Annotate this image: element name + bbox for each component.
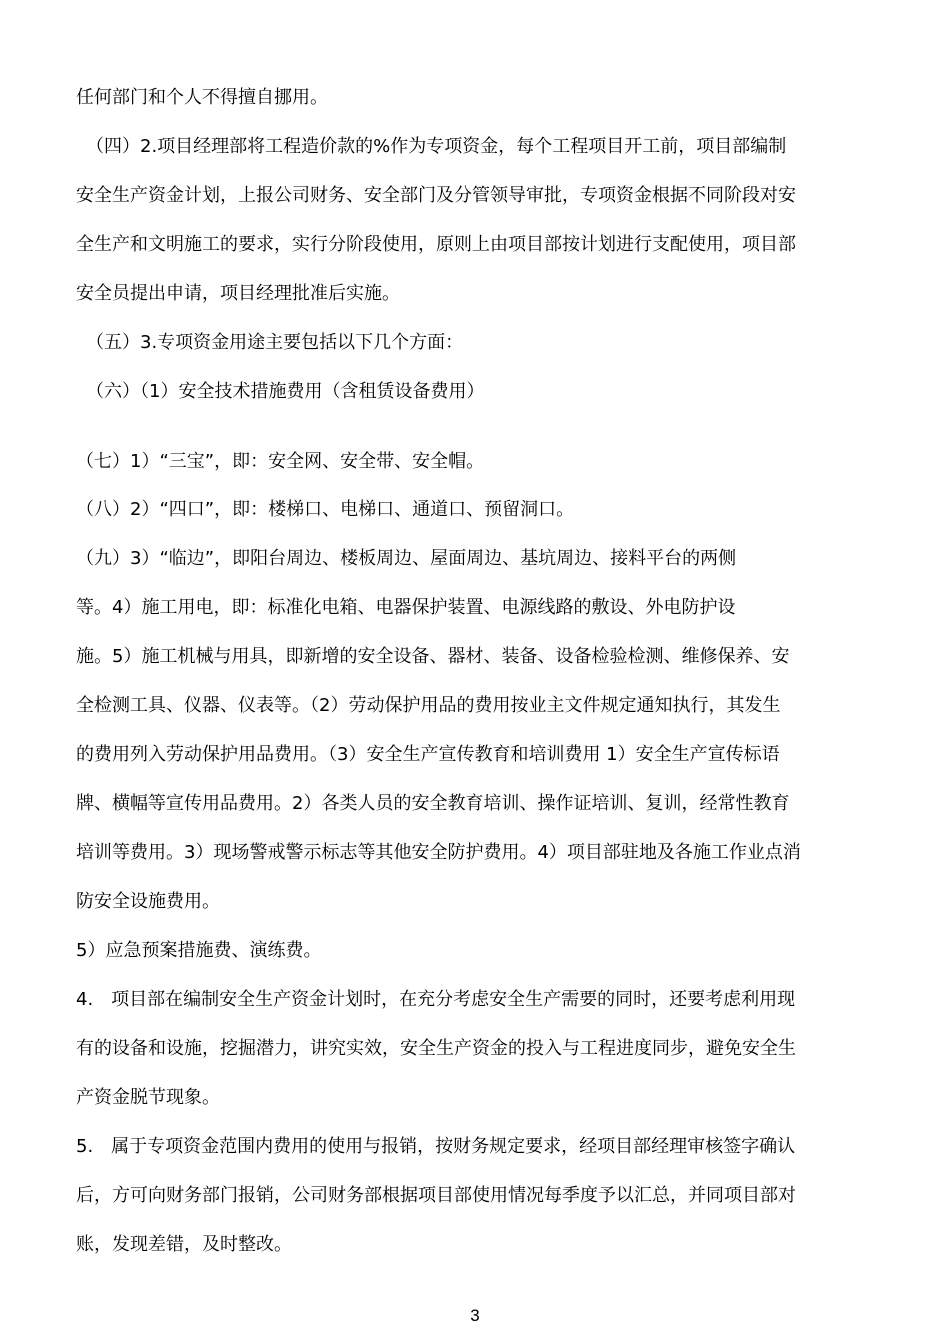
paragraph-line: 账，发现差错，及时整改。 [76, 1234, 292, 1255]
paragraph-line: 防安全设施费用。 [76, 891, 220, 912]
paragraph-line: （六）（1）安全技术措施费用（含租赁设备费用） [86, 381, 485, 402]
paragraph-line: 4. 项目部在编制安全生产资金计划时，在充分考虑安全生产需要的同时，还要考虑利用现 [76, 989, 796, 1010]
paragraph-line: 全生产和文明施工的要求，实行分阶段使用，原则上由项目部按计划进行支配使用，项目部 [76, 234, 796, 255]
paragraph-line: 产资金脱节现象。 [76, 1087, 220, 1108]
paragraph-line: 安全生产资金计划，上报公司财务、安全部门及分管领导审批，专项资金根据不同阶段对安 [76, 185, 796, 206]
paragraph-line: 的费用列入劳动保护用品费用。（3）安全生产宣传教育和培训费用 1）安全生产宣传标语 [76, 744, 780, 765]
paragraph-line: 后，方可向财务部门报销，公司财务部根据项目部使用情况每季度予以汇总，并同项目部对 [76, 1185, 796, 1206]
paragraph-line: 施。5）施工机械与用具，即新增的安全设备、器材、装备、设备检验检测、维修保养、安 [76, 646, 790, 667]
paragraph-line: 5. 属于专项资金范围内费用的使用与报销，按财务规定要求，经项目部经理审核签字确认 [76, 1136, 796, 1157]
paragraph-line: 任何部门和个人不得擅自挪用。 [76, 87, 328, 108]
paragraph-line: 5）应急预案措施费、演练费。 [76, 940, 322, 961]
paragraph-line: 全检测工具、仪器、仪表等。（2）劳动保护用品的费用按业主文件规定通知执行，其发生 [76, 695, 781, 716]
paragraph-line: 培训等费用。3）现场警戒警示标志等其他安全防护费用。4）项目部驻地及各施工作业点消 [76, 842, 801, 863]
paragraph-line: （五）3.专项资金用途主要包括以下几个方面： [86, 332, 464, 353]
paragraph-line: （四）2.项目经理部将工程造价款的%作为专项资金，每个工程项目开工前，项目部编制 [86, 136, 787, 157]
paragraph-line: （八）2）“四口”，即：楼梯口、电梯口、通道口、预留洞口。 [76, 499, 575, 520]
paragraph-line: （九）3）“临边”，即阳台周边、楼板周边、屋面周边、基坑周边、接料平台的两侧 [76, 548, 737, 569]
paragraph-line: 安全员提出申请，项目经理批准后实施。 [76, 283, 400, 304]
page-number: 3 [470, 1306, 480, 1325]
paragraph-line: 有的设备和设施，挖掘潜力，讲究实效，安全生产资金的投入与工程进度同步，避免安全生 [76, 1038, 796, 1059]
paragraph-line: （七）1）“三宝”，即：安全网、安全带、安全帽。 [76, 451, 485, 472]
paragraph-line: 牌、横幅等宣传用品费用。2）各类人员的安全教育培训、操作证培训、复训，经常性教育 [76, 793, 790, 814]
paragraph-line: 等。4）施工用电，即：标准化电箱、电器保护装置、电源线路的敷设、外电防护设 [76, 597, 736, 618]
